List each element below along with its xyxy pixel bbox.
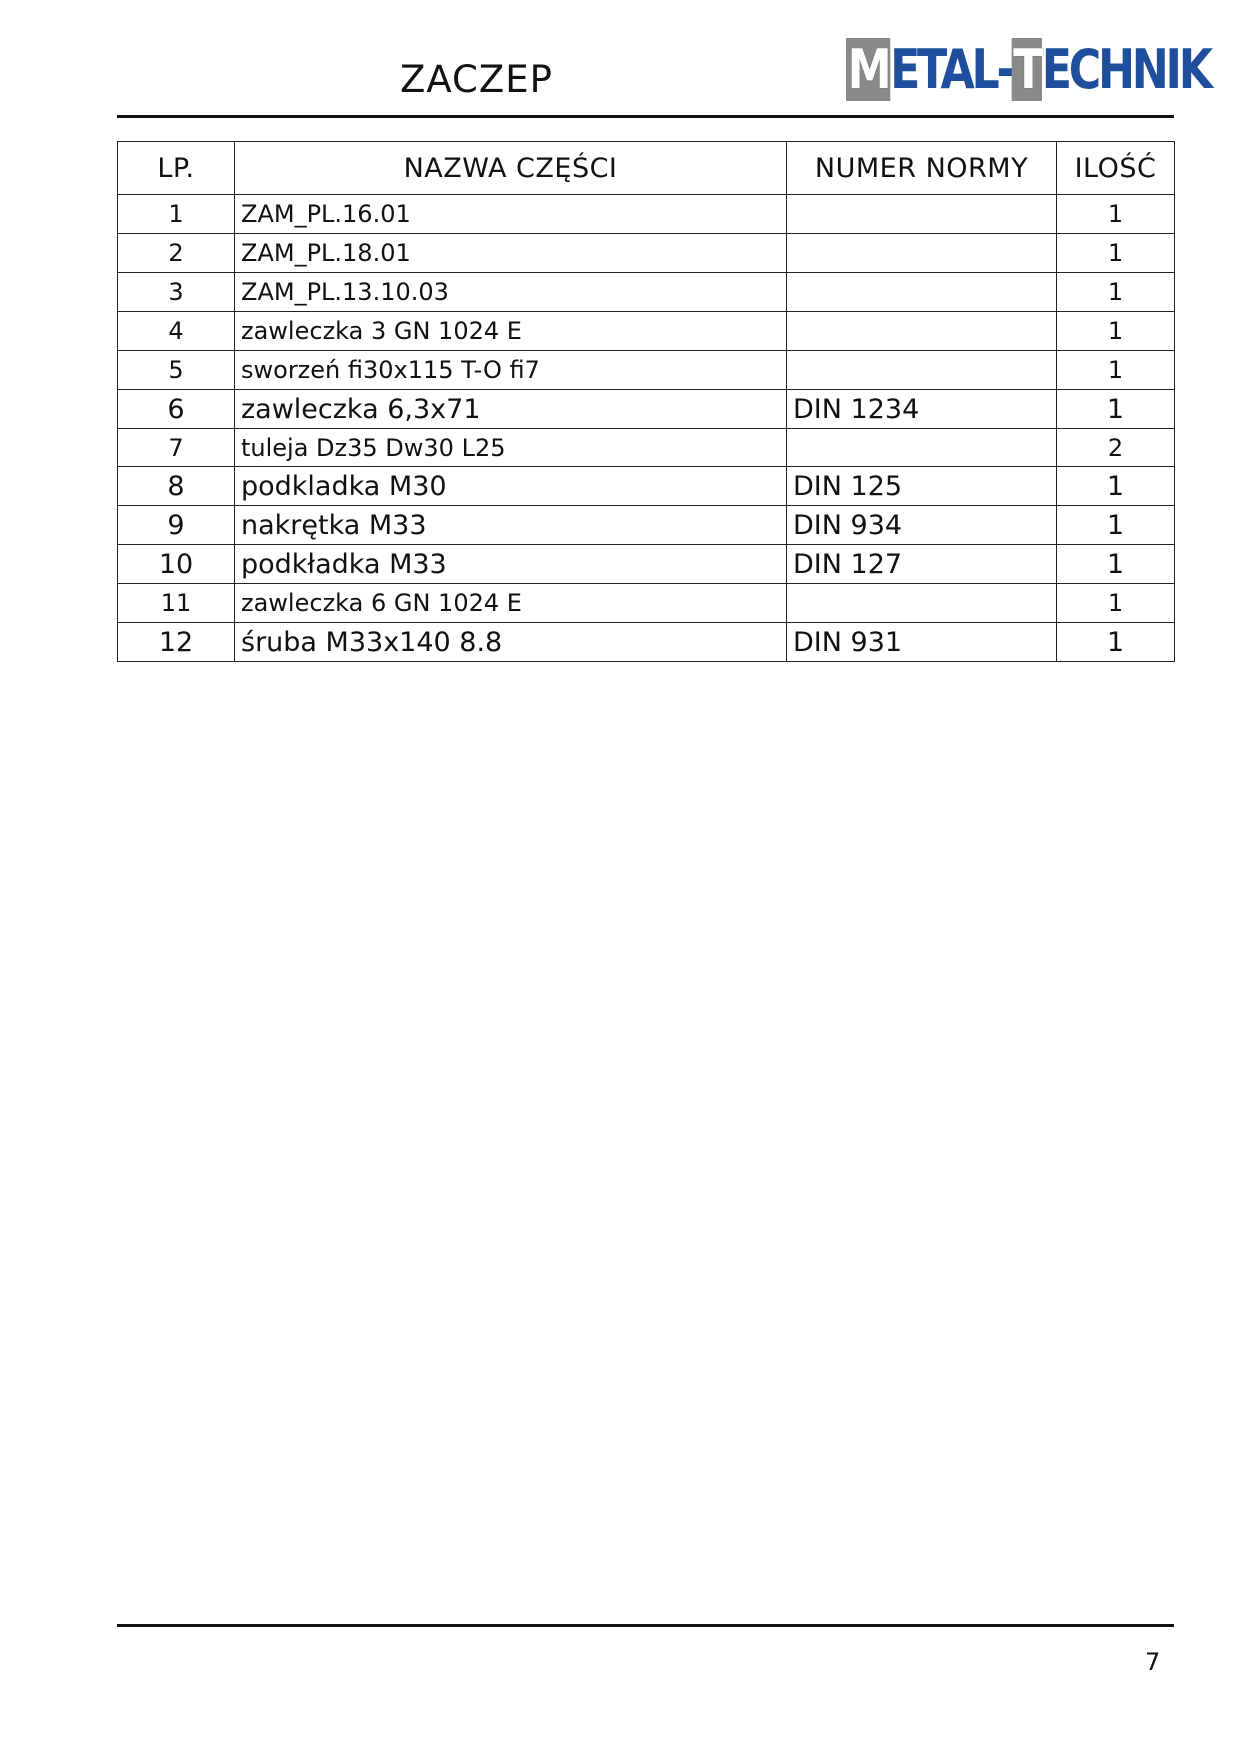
row-part-name: zawleczka 3 GN 1024 E [235, 312, 787, 351]
row-lp: 7 [118, 429, 235, 467]
row-lp: 2 [118, 234, 235, 273]
row-standard: DIN 931 [787, 623, 1057, 662]
metal-technik-logo [846, 36, 1210, 102]
header-divider [117, 115, 1174, 118]
table-row [118, 506, 1175, 545]
row-quantity: 1 [1057, 312, 1175, 351]
row-standard [787, 234, 1057, 273]
page-number: 7 [1145, 1648, 1161, 1676]
row-lp: 3 [118, 273, 235, 312]
row-part-name: sworzeń fi30x115 T-O fi7 [235, 351, 787, 390]
row-quantity: 1 [1057, 351, 1175, 390]
row-lp: 10 [118, 545, 235, 584]
row-standard [787, 312, 1057, 351]
row-part-name: nakrętka M33 [235, 506, 787, 545]
row-part-name: ZAM_PL.18.01 [235, 234, 787, 273]
row-standard [787, 273, 1057, 312]
row-part-name: podkładka M33 [235, 545, 787, 584]
row-part-name: ZAM_PL.16.01 [235, 195, 787, 234]
table-row [118, 195, 1175, 234]
row-lp: 8 [118, 467, 235, 506]
logo-text-echnik: ECHNIK [1041, 37, 1210, 101]
row-lp: 5 [118, 351, 235, 390]
row-part-name: zawleczka 6,3x71 [235, 390, 787, 429]
row-quantity: 2 [1057, 429, 1175, 467]
row-quantity: 1 [1057, 506, 1175, 545]
row-quantity: 1 [1057, 390, 1175, 429]
table-header-row [118, 142, 1175, 195]
row-standard [787, 351, 1057, 390]
logo-letter-t: T [1013, 37, 1041, 101]
row-quantity: 1 [1057, 545, 1175, 584]
row-lp: 9 [118, 506, 235, 545]
logo-text-etal: ETAL- [890, 37, 1012, 101]
row-part-name: śruba M33x140 8.8 [235, 623, 787, 662]
row-standard [787, 584, 1057, 623]
header-lp: LP. [118, 142, 235, 195]
table-row [118, 351, 1175, 390]
row-standard [787, 429, 1057, 467]
header-quantity: ILOŚĆ [1057, 142, 1175, 195]
row-part-name: ZAM_PL.13.10.03 [235, 273, 787, 312]
row-lp: 4 [118, 312, 235, 351]
row-standard: DIN 934 [787, 506, 1057, 545]
row-lp: 6 [118, 390, 235, 429]
page-title: ZACZEP [400, 58, 553, 101]
table-row [118, 429, 1175, 467]
row-part-name: tuleja Dz35 Dw30 L25 [235, 429, 787, 467]
row-part-name: podkladka M30 [235, 467, 787, 506]
table-row [118, 584, 1175, 623]
parts-list-table [117, 141, 1175, 662]
row-lp: 11 [118, 584, 235, 623]
row-quantity: 1 [1057, 273, 1175, 312]
row-quantity: 1 [1057, 584, 1175, 623]
row-quantity: 1 [1057, 195, 1175, 234]
table-row [118, 390, 1175, 429]
table-row [118, 467, 1175, 506]
row-standard [787, 195, 1057, 234]
table-row [118, 545, 1175, 584]
header-standard-number: NUMER NORMY [787, 142, 1057, 195]
footer-divider [117, 1624, 1174, 1627]
row-quantity: 1 [1057, 234, 1175, 273]
logo-letter-m: M [847, 37, 889, 101]
header-part-name: NAZWA CZĘŚCI [235, 142, 787, 195]
row-part-name: zawleczka 6 GN 1024 E [235, 584, 787, 623]
row-standard: DIN 1234 [787, 390, 1057, 429]
table-row [118, 312, 1175, 351]
table-row [118, 623, 1175, 662]
row-lp: 12 [118, 623, 235, 662]
row-lp: 1 [118, 195, 235, 234]
row-quantity: 1 [1057, 467, 1175, 506]
row-standard: DIN 127 [787, 545, 1057, 584]
row-quantity: 1 [1057, 623, 1175, 662]
table-row [118, 273, 1175, 312]
table-row [118, 234, 1175, 273]
row-standard: DIN 125 [787, 467, 1057, 506]
